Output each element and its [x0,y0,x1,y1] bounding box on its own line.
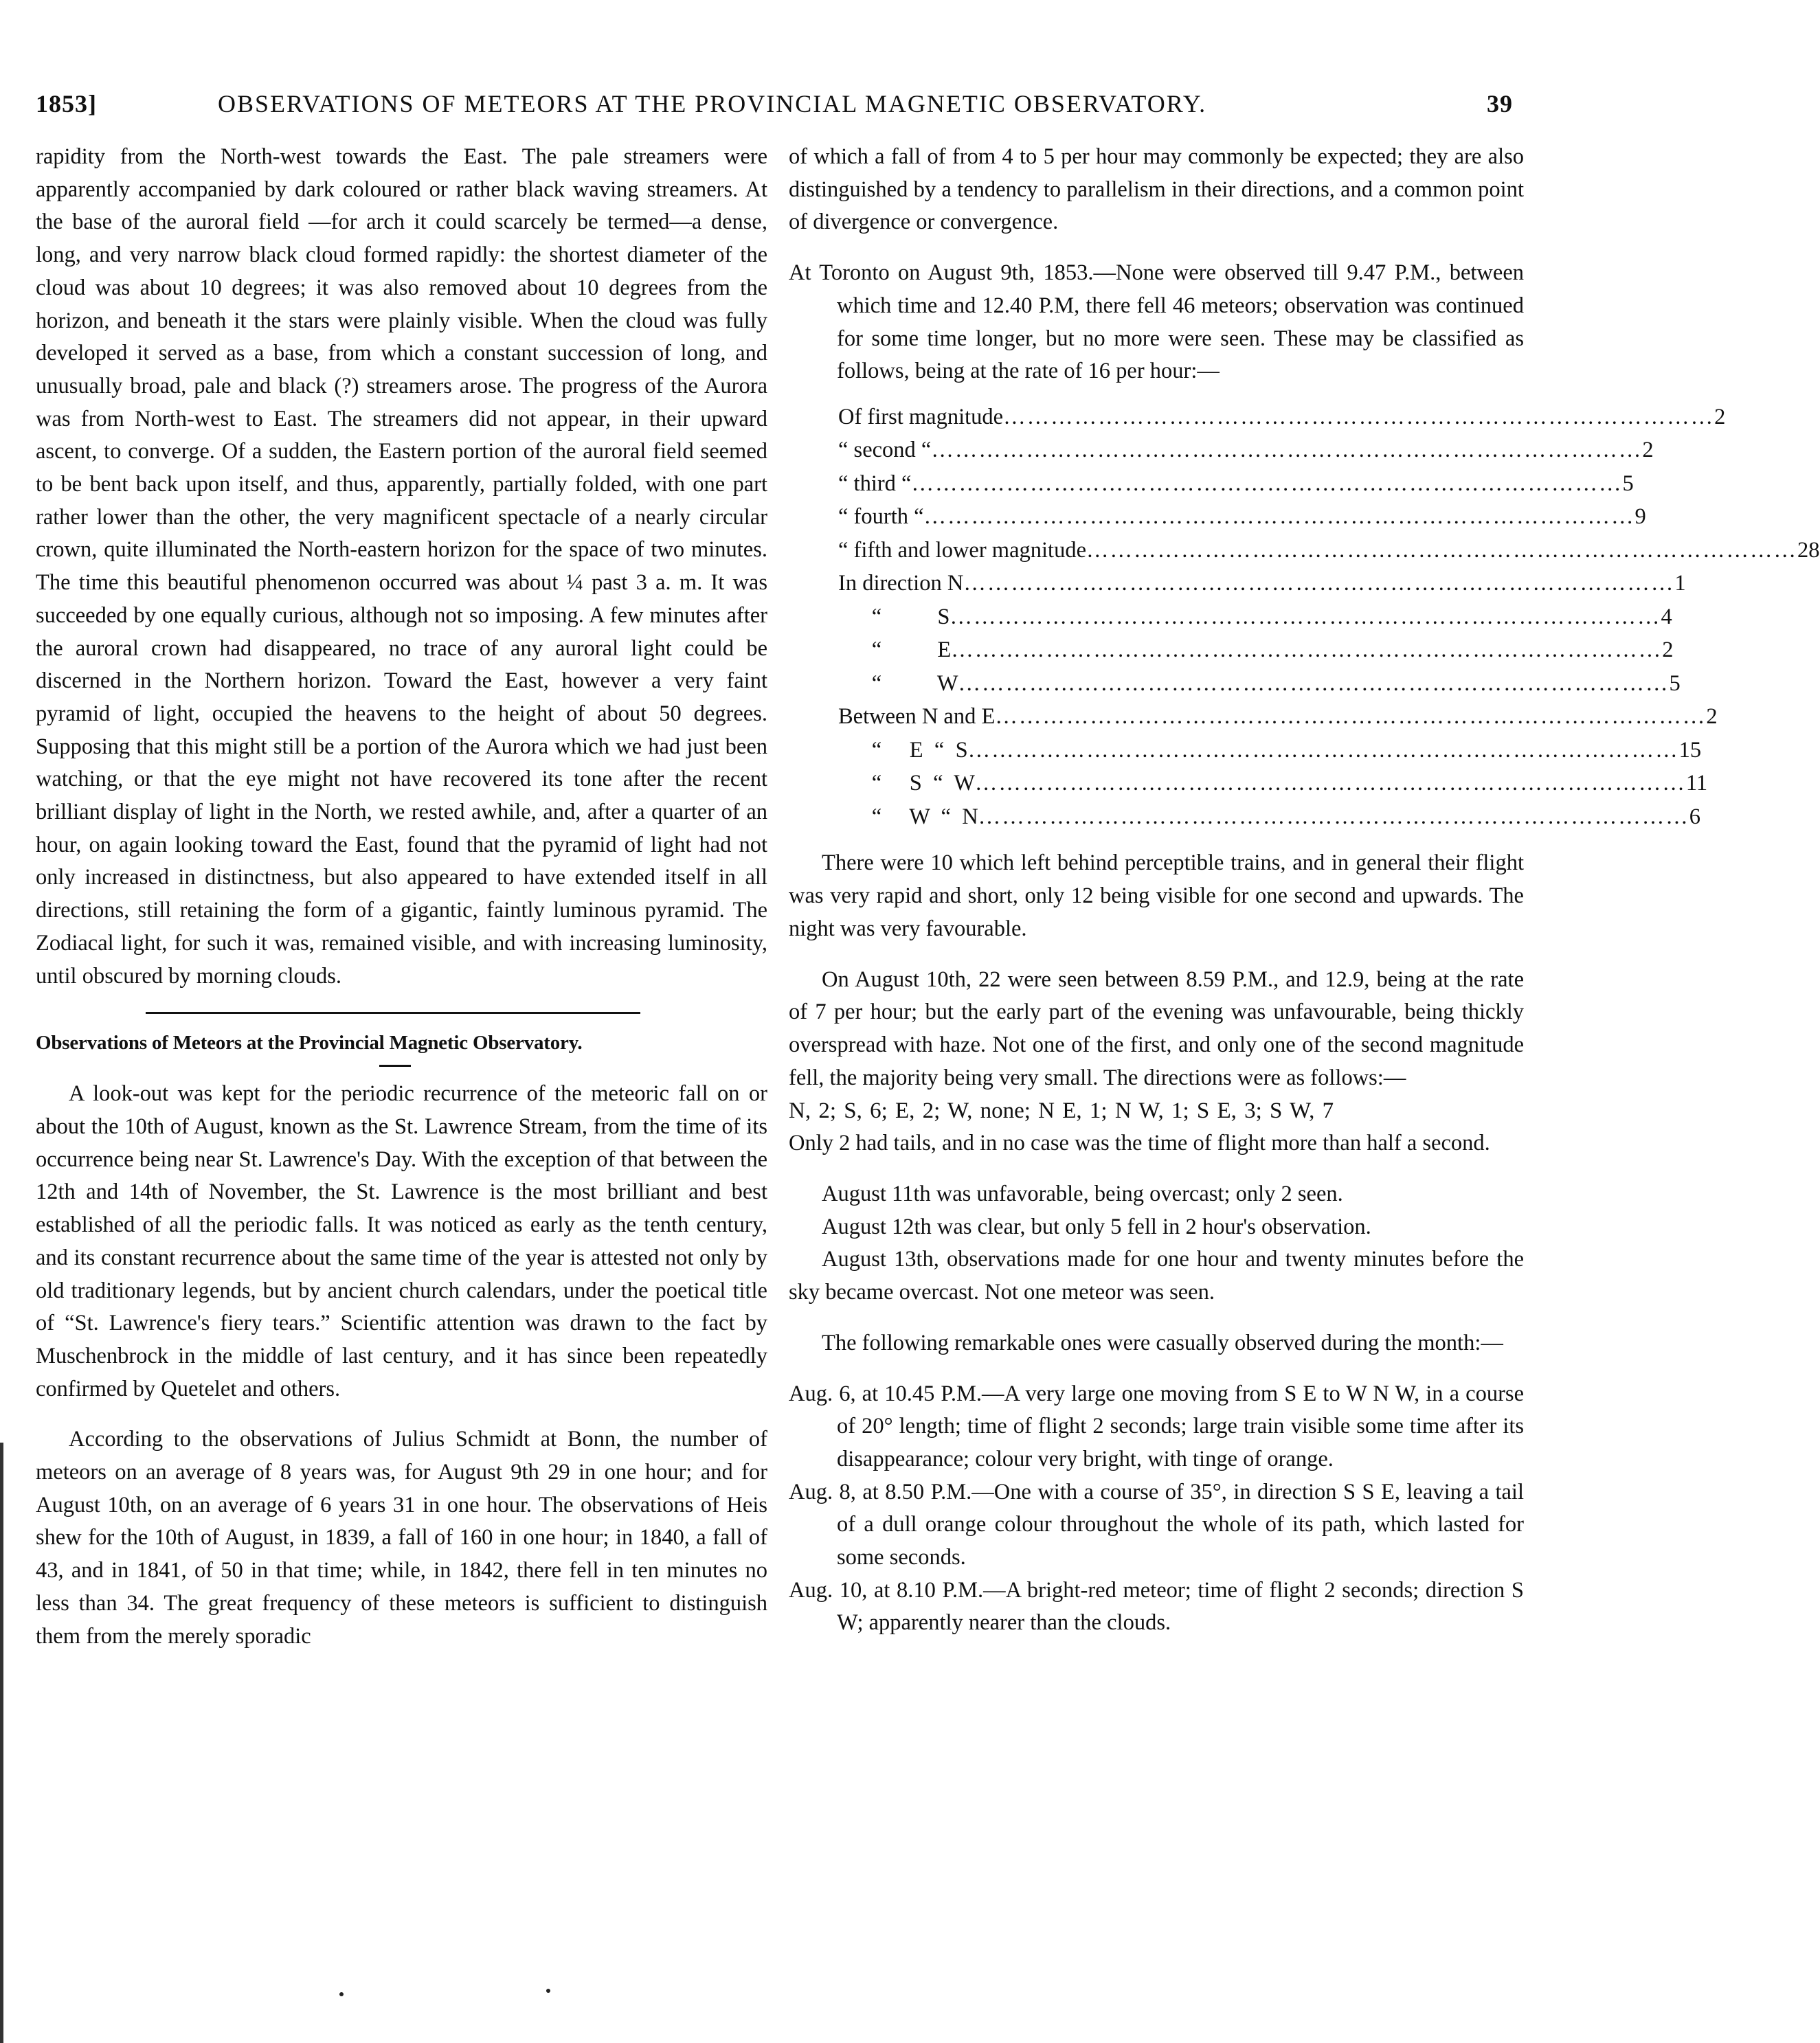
table-row: “ fourth “ ……………………………………………………………………………… 9 [838,504,1646,530]
table-row: “ fifth and lower magnitude ……………………………………………………………………………… 28 [838,537,1820,563]
right-column [789,141,1820,1640]
trains-paragraph: There were 10 which left behind perceptible trains, and in general their flight was very rapid and short, only 12 being visible for one second and upwards. The night was very favourable. [789,850,1524,941]
left-column [36,141,767,1653]
directions-line: N, 2; S, 6; E, 2; W, none; N E, 1; N W, 1; S E, 3; S W, 7 [789,1098,1334,1124]
meteor-classification-table [838,400,1820,834]
table-row: “ E “ S ……………………………………………………………………………… 15 [838,737,1702,763]
st-lawrence-paragraph: A look-out was kept for the periodic recurrence of the meteoric fall on or about the 10th of August, known as the St. Lawrence Stream, from the time of its occurrence being near St. Lawrence's Day. With the exception of that between the 12th and 14th of November, the St. Lawrence is the most brilliant and best established of all the periodic falls. It was noticed as early as the tenth century, and its constant recurrence about the same time of the year is attested not only by old traditionary legends, but by ancient church calendars, under the poetical title of “St. Lawrence's fiery tears.” Scientific attention was drawn to the fact by Muschenbrock in the middle of last century, and it has since been repeatedly confirmed by Quetelet and others. [36,1081,767,1401]
ink-speck [546,1989,550,1993]
table-row: “ S ……………………………………………………………………………… 4 [838,604,1672,629]
running-header [36,89,1520,124]
continuation-paragraph: of which a fall of from 4 to 5 per hour may commonly be expected; they are also distinguished by a tendency to parallelism in their directions, and a common point of divergence or convergence. [789,144,1524,235]
page-number: 39 [1487,90,1513,117]
aug10-paragraph: On August 10th, 22 were seen between 8.59 P.M., and 12.9, being at the rate of 7 per hour; but the early part of the evening was unfavourable, being thickly overspread with haze. Not one of the first, and only one of the second magnitude fell, the majority being very small. The directions were as follows:— [789,967,1524,1090]
aurora-paragraph: rapidity from the North-west towards the East. The pale streamers were apparently accompanied by dark coloured or rather black waving streamers. At the base of the auroral field —for arch it could scarcely be termed—a dense, long, and very narrow black cloud formed rapidly: the shortest diameter of the cloud was about 10 degrees; it was also removed about 10 degrees from the horizon, and beneath it the stars were plainly visible. When the cloud was fully developed it served as a base, from which a constant succession of long, and unusually broad, pale and black (?) streamers arose. The progress of the Aurora was from North-west to East. The streamers did not appear, in their upward ascent, to converge. Of a sudden, the Eastern portion of the auroral field seemed to be bent back upon itself, and thus, apparently, partially folded, with one part rather lower than the other, the very magnificent spectacle of a nearly circular crown, quite illuminated the North-eastern horizon for the space of two minutes. The time this beautiful phenomenon occurred was about ¼ past 3 a. m. It was succeeded by one equally curious, although not so imposing. A few minutes after the auroral crown had disappeared, no trace of any auroral light could be discerned in the Northern horizon. Toward the East, however a very faint pyramid of light, occupied the heavens to the height of about 50 degrees. Supposing that this might still be a portion of the Aurora which we had just been watching, or that the eye might not have recovered its tone after the recent brilliant display of light in the North, we rested awhile, and, after a quarter of an hour, on again looking toward the East, found that the pyramid of light had not only increased in distinctness, but also appeared to have extended itself in all directions, still retaining the form of a gigantic, faintly luminous pyramid. The Zodiacal light, for such it was, remained visible, and with increasing luminosity, until obscured by morning clouds. [36,144,767,989]
header-title: OBSERVATIONS OF METEORS AT THE PROVINCIAL MAGNETIC OBSERVATORY. [218,90,1207,117]
section-rule [146,1012,640,1014]
remarkable-intro: The following remarkable ones were casually observed during the month:— [822,1330,1503,1355]
entry-aug10: Aug. 10, at 8.10 P.M.—A bright-red meteor; time of flight 2 seconds; direction S W; apparently nearer than the clouds. [789,1577,1524,1636]
table-row: In direction N ……………………………………………………………………………… 1 [838,571,1686,596]
aug11-paragraph: August 11th was unfavorable, being overcast; only 2 seen. [822,1182,1343,1207]
section-title: Observations of Meteors at the Provincial Magnetic Observatory. [36,1032,583,1054]
entry-aug8: Aug. 8, at 8.50 P.M.—One with a course of 35°, in direction S S E, leaving a tail of a dull orange colour throughout the whole of its path, which lasted for some seconds. [789,1479,1524,1570]
title-underline [379,1065,411,1067]
table-row: “ W “ N ……………………………………………………………………………… 6 [838,804,1700,829]
table-row: “ S “ W ……………………………………………………………………………… 11 [838,771,1708,796]
entry-aug6: Aug. 6, at 10.45 P.M.—A very large one moving from S E to W N W, in a course of 20° length; time of flight 2 seconds; large train visible some time after its disappearance; colour very bright, with tinge of orange. [789,1381,1524,1471]
table-row: “ E ……………………………………………………………………………… 2 [838,637,1674,663]
table-row: “ W ……………………………………………………………………………… 5 [838,670,1681,696]
table-row: “ second “ ……………………………………………………………………………… 2 [838,438,1654,463]
table-row: Of first magnitude ……………………………………………………………………………… 2 [838,404,1726,429]
aug12-paragraph: August 12th was clear, but only 5 fell in 2 hour's observation. [822,1214,1371,1239]
table-row: Between N and E ……………………………………………………………………………… 2 [838,704,1718,730]
toronto-aug9-paragraph: At Toronto on August 9th, 1853.—None were observed till 9.47 P.M., between which time and 12.40 P.M, there fell 46 meteors; observation was continued for some time longer, but no more were seen. These may be classified as follows, being at the rate of 16 per hour:— [789,260,1524,384]
page-edge-shadow [0,1443,3,2043]
ink-speck [339,1992,344,1996]
tails-paragraph: Only 2 had tails, and in no case was the time of flight more than half a second. [789,1131,1490,1156]
schmidt-paragraph: According to the observations of Julius Schmidt at Bonn, the number of meteors on an average of 8 years was, for August 9th 29 in one hour; and for August 10th, on an average of 6 years 31 in one hour. The observations of Heis shew for the 10th of August, in 1839, a fall of 160 in one hour; in 1840, a fall of 43, and in 1841, of 50 in that time; while, in 1842, there fell in ten minutes no less than 34. The great frequency of these meteors is sufficient to distinguish them from the merely sporadic [36,1427,767,1649]
aug13-paragraph: August 13th, observations made for one hour and twenty minutes before the sky became overcast. Not one meteor was seen. [789,1247,1524,1305]
table-row: “ third “ ……………………………………………………………………………… 5 [838,471,1634,496]
header-year: 1853] [36,90,97,117]
